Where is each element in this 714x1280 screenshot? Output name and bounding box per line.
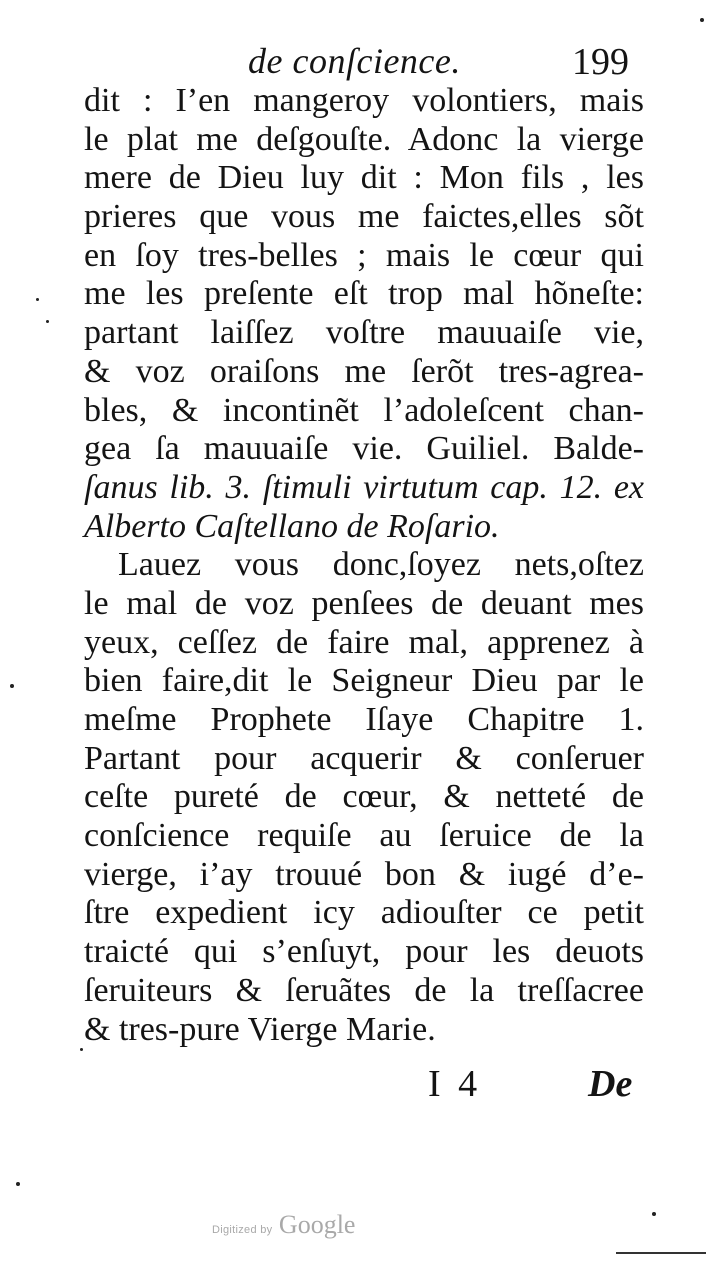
scan-speck <box>652 1212 656 1216</box>
scan-speck <box>36 298 39 301</box>
text-line: & voz oraiſons me ſerõt tres-agrea- <box>84 352 644 390</box>
paragraph-start-line: Lauez vous donc,ſoyez nets,oſtez <box>118 546 644 584</box>
text-line: yeux, ceſſez de faire mal, apprenez à <box>84 623 644 661</box>
digitization-watermark <box>212 1210 355 1240</box>
text-line: & tres-pure Vierge Marie. <box>84 1010 436 1048</box>
text-line: meſme Prophete Iſaye Chapitre 1. <box>84 701 644 738</box>
text-line: ceſte pureté de cœur, & netteté de <box>84 778 644 816</box>
citation-line: Alberto Caſtellano de Roſario. <box>84 507 500 545</box>
text-line: vierge, i’ay trouué bon & iugé d’e- <box>84 855 644 893</box>
text-line: le plat me deſgouſte. Adonc la vierge <box>84 120 644 158</box>
text-line: gea ſa mauuaiſe vie. Guiliel. Balde- <box>84 430 644 468</box>
text-line: ſtre expedient icy adiouſter ce petit <box>84 894 644 932</box>
citation-line: ſanus lib. 3. ſtimuli virtutum cap. 12. ex <box>84 468 644 506</box>
watermark-prefix: Digitized by <box>212 1224 273 1236</box>
catchword: De <box>588 1063 633 1105</box>
text-line: partant laiſſez voſtre mauuaiſe vie, <box>84 314 644 352</box>
scan-speck <box>80 1048 83 1051</box>
page-number: 199 <box>572 41 629 83</box>
text-line: ſeruiteurs & ſeruãtes de la treſſacree <box>84 971 644 1009</box>
text-line: le mal de voz penſees de deuant mes <box>84 584 644 622</box>
body-text <box>84 82 644 1049</box>
text-line: mere de Dieu luy dit : Mon fils , les <box>84 159 644 197</box>
text-line: Partant pour acquerir & conſeruer <box>84 739 644 777</box>
text-line: conſcience requiſe au ſeruice de la <box>84 817 644 855</box>
scan-speck <box>46 320 49 323</box>
scan-edge-rule <box>616 1252 706 1254</box>
text-line: dit : I’en mangeroy volontiers, mais <box>84 82 644 119</box>
scan-speck <box>10 684 14 688</box>
scan-speck <box>16 1182 20 1186</box>
scan-speck <box>700 18 704 22</box>
text-line: me les preſente eſt trop mal hõneſte: <box>84 275 644 313</box>
signature-mark: I 4 <box>428 1063 482 1105</box>
running-head: de conſcience. <box>248 41 461 81</box>
text-line: bien faire,dit le Seigneur Dieu par le <box>84 662 644 700</box>
text-line: traicté qui s’enſuyt, pour les deuots <box>84 933 644 971</box>
text-line: en ſoy tres-belles ; mais le cœur qui <box>84 236 644 274</box>
text-line: prieres que vous me faictes,elles sõt <box>84 198 644 236</box>
watermark-brand: Google <box>278 1210 356 1239</box>
text-line: bles, & incontinẽt l’adoleſcent chan- <box>84 391 644 429</box>
